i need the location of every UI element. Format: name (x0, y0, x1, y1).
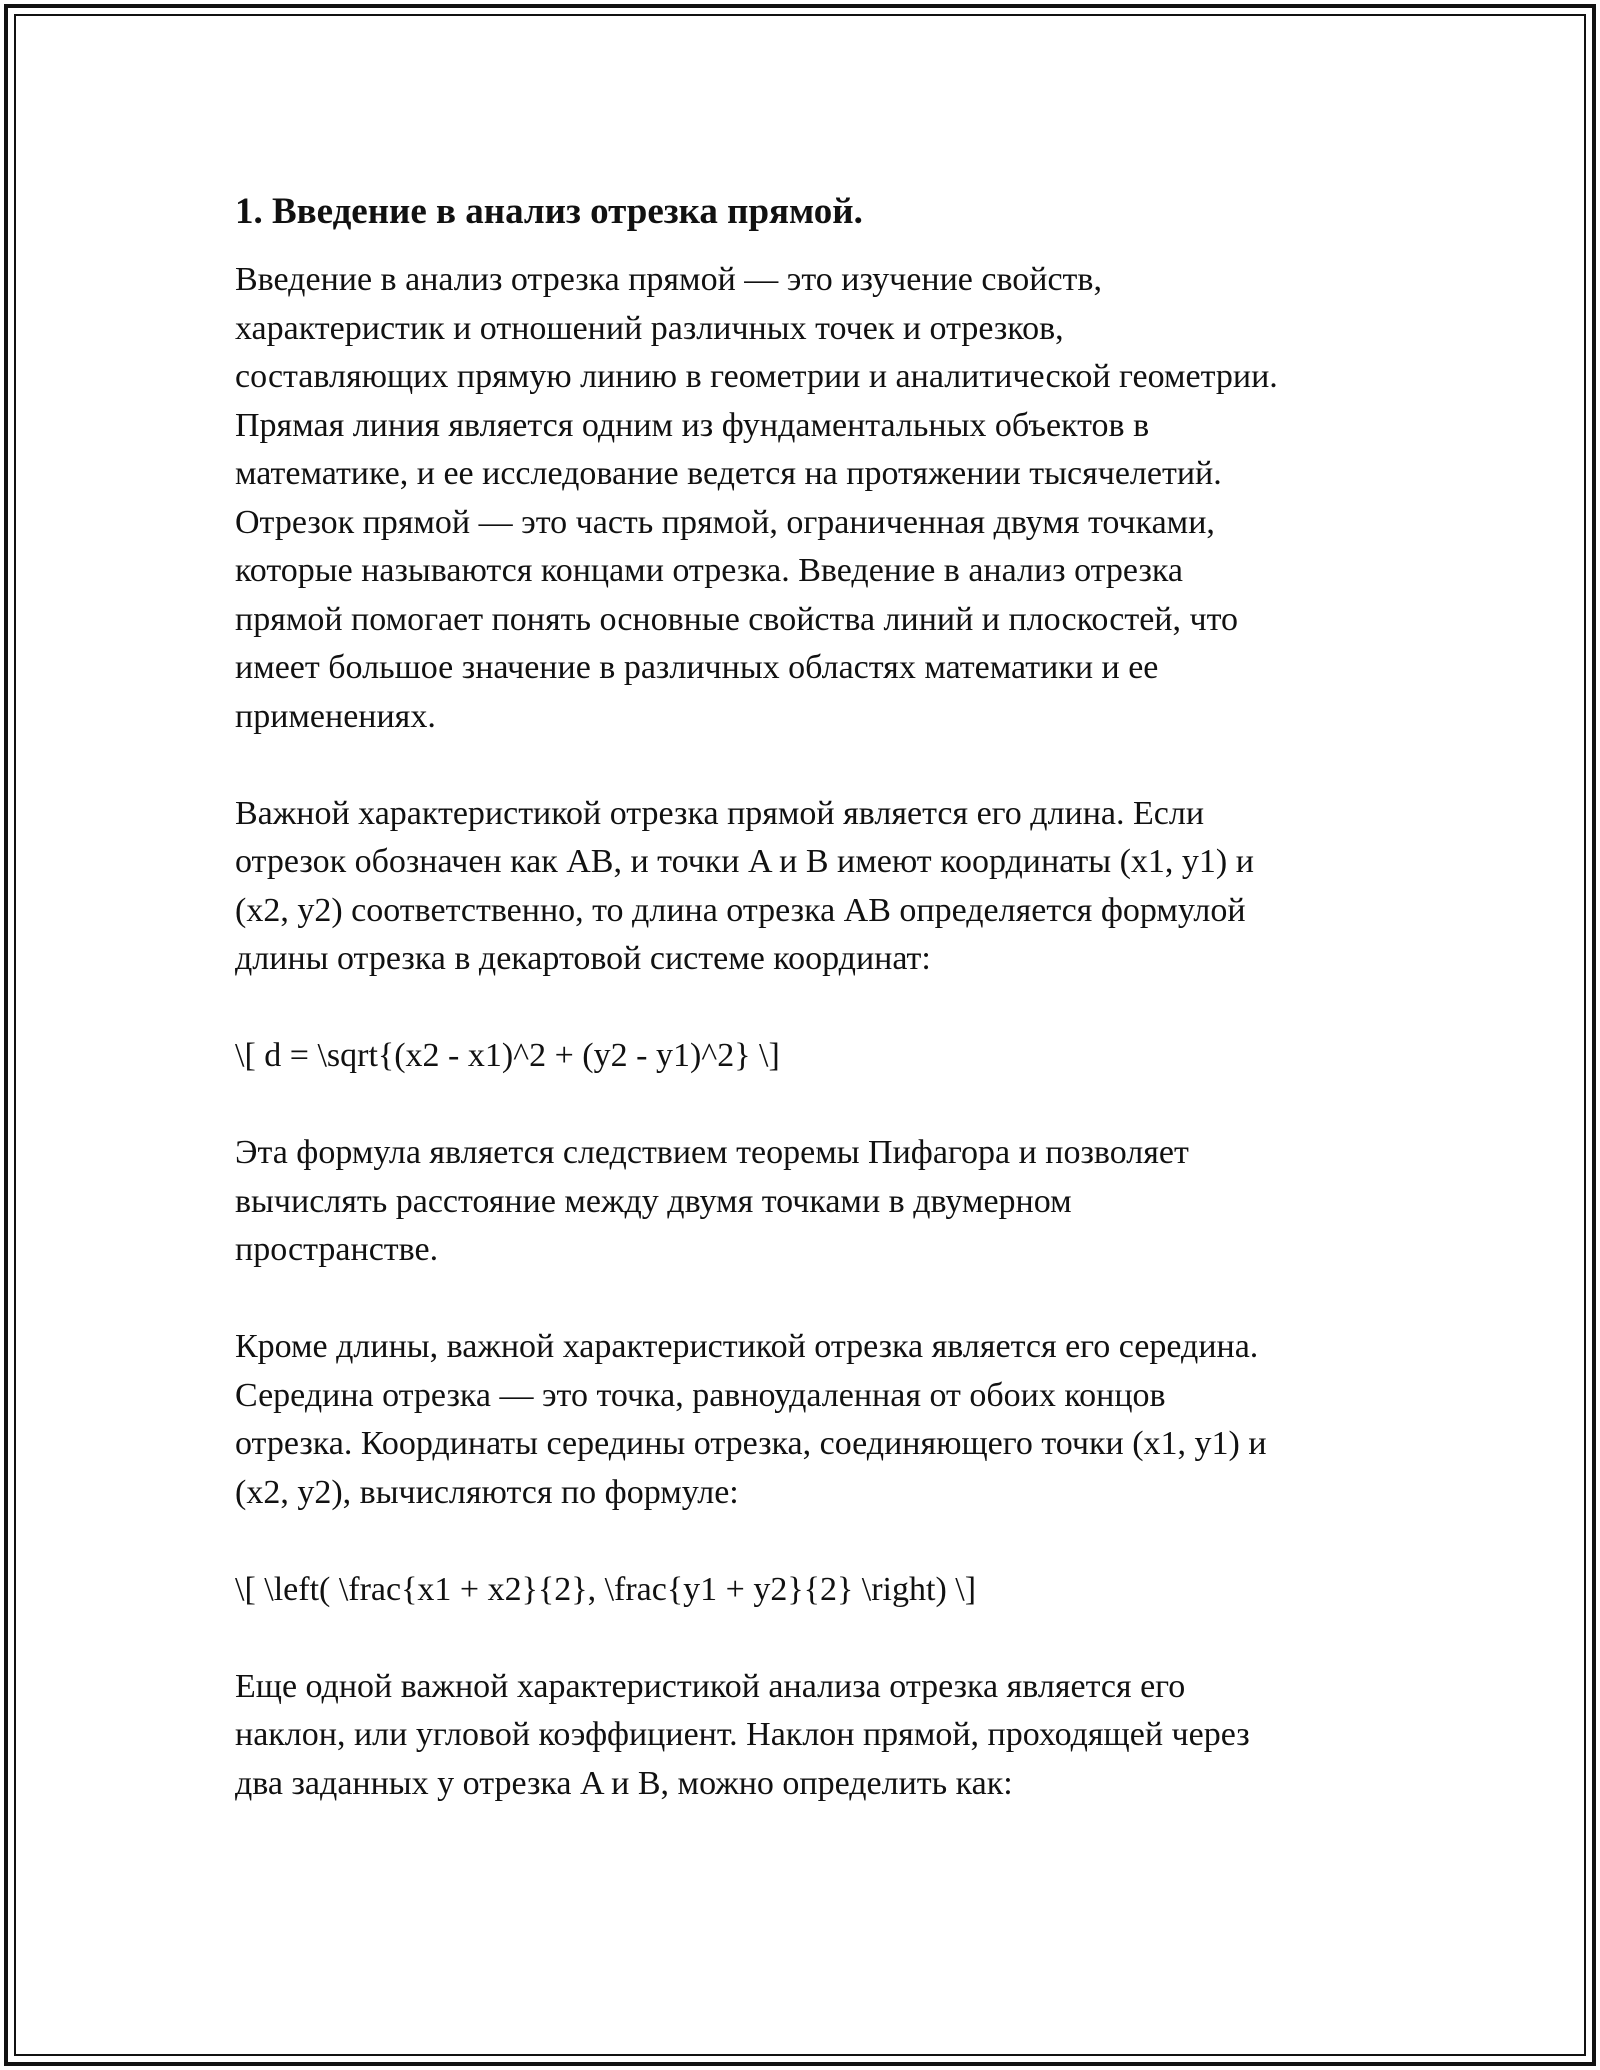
midpoint-formula: \[ \left( \frac{x1 + x2}{2}, \frac{y1 + y2}{2} \right) \] (235, 1570, 977, 1608)
length-paragraph: Важной характеристикой отрезка прямой является его длина. Если отрезок обозначен как AB, и точки A и B имеют координаты (x1, y1) и (x2, y2) соответственно, то длина отрезка AB определяется формулой длины отрезка в декартовой системе координат: (235, 794, 1254, 977)
section-heading: 1. Введение в анализ отрезка прямой. (235, 191, 863, 232)
pythagoras-paragraph: Эта формула является следствием теоремы Пифагора и позволяет вычислять расстояние между двумя точками в двумерном пространстве. (235, 1134, 1189, 1268)
paragraph-gap (235, 1614, 1375, 1663)
paragraph-gap (235, 984, 1375, 1033)
paragraph-gap (235, 1081, 1375, 1130)
paragraph-gap (235, 1275, 1375, 1324)
intro-paragraph: Введение в анализ отрезка прямой — это изучение свойств, характеристик и отношений различных точек и отрезков, составляющих прямую линию в геометрии и аналитической геометрии. Прямая линия является одним из фундаментальных объектов в математике, и ее исследование ведется на протяжении тысячелетий. Отрезок прямой — это часть прямой, ограниченная двумя точками, которые называются концами отрезка. Введение в анализ отрезка прямой помогает понять основные свойства линий и плоскостей, что имеет большое значение в различных областях математики и ее применениях. (235, 261, 1278, 735)
document-body (235, 186, 1375, 1808)
paragraph-gap (235, 1517, 1375, 1566)
paragraph-gap (235, 741, 1375, 790)
slope-paragraph: Еще одной важной характеристикой анализа отрезка является его наклон, или угловой коэффициент. Наклон прямой, проходящей через два заданных у отрезка A и B, можно определить как: (235, 1667, 1250, 1802)
midpoint-paragraph: Кроме длины, важной характеристикой отрезка является его середина. Середина отрезка — это точка, равноудаленная от обоих концов отрезка. Координаты середины отрезка, соединяющего точки (x1, y1) и (x2, y2), вычисляются по формуле: (235, 1328, 1267, 1511)
length-formula: \[ d = \sqrt{(x2 - x1)^2 + (y2 - y1)^2} \] (235, 1037, 780, 1074)
